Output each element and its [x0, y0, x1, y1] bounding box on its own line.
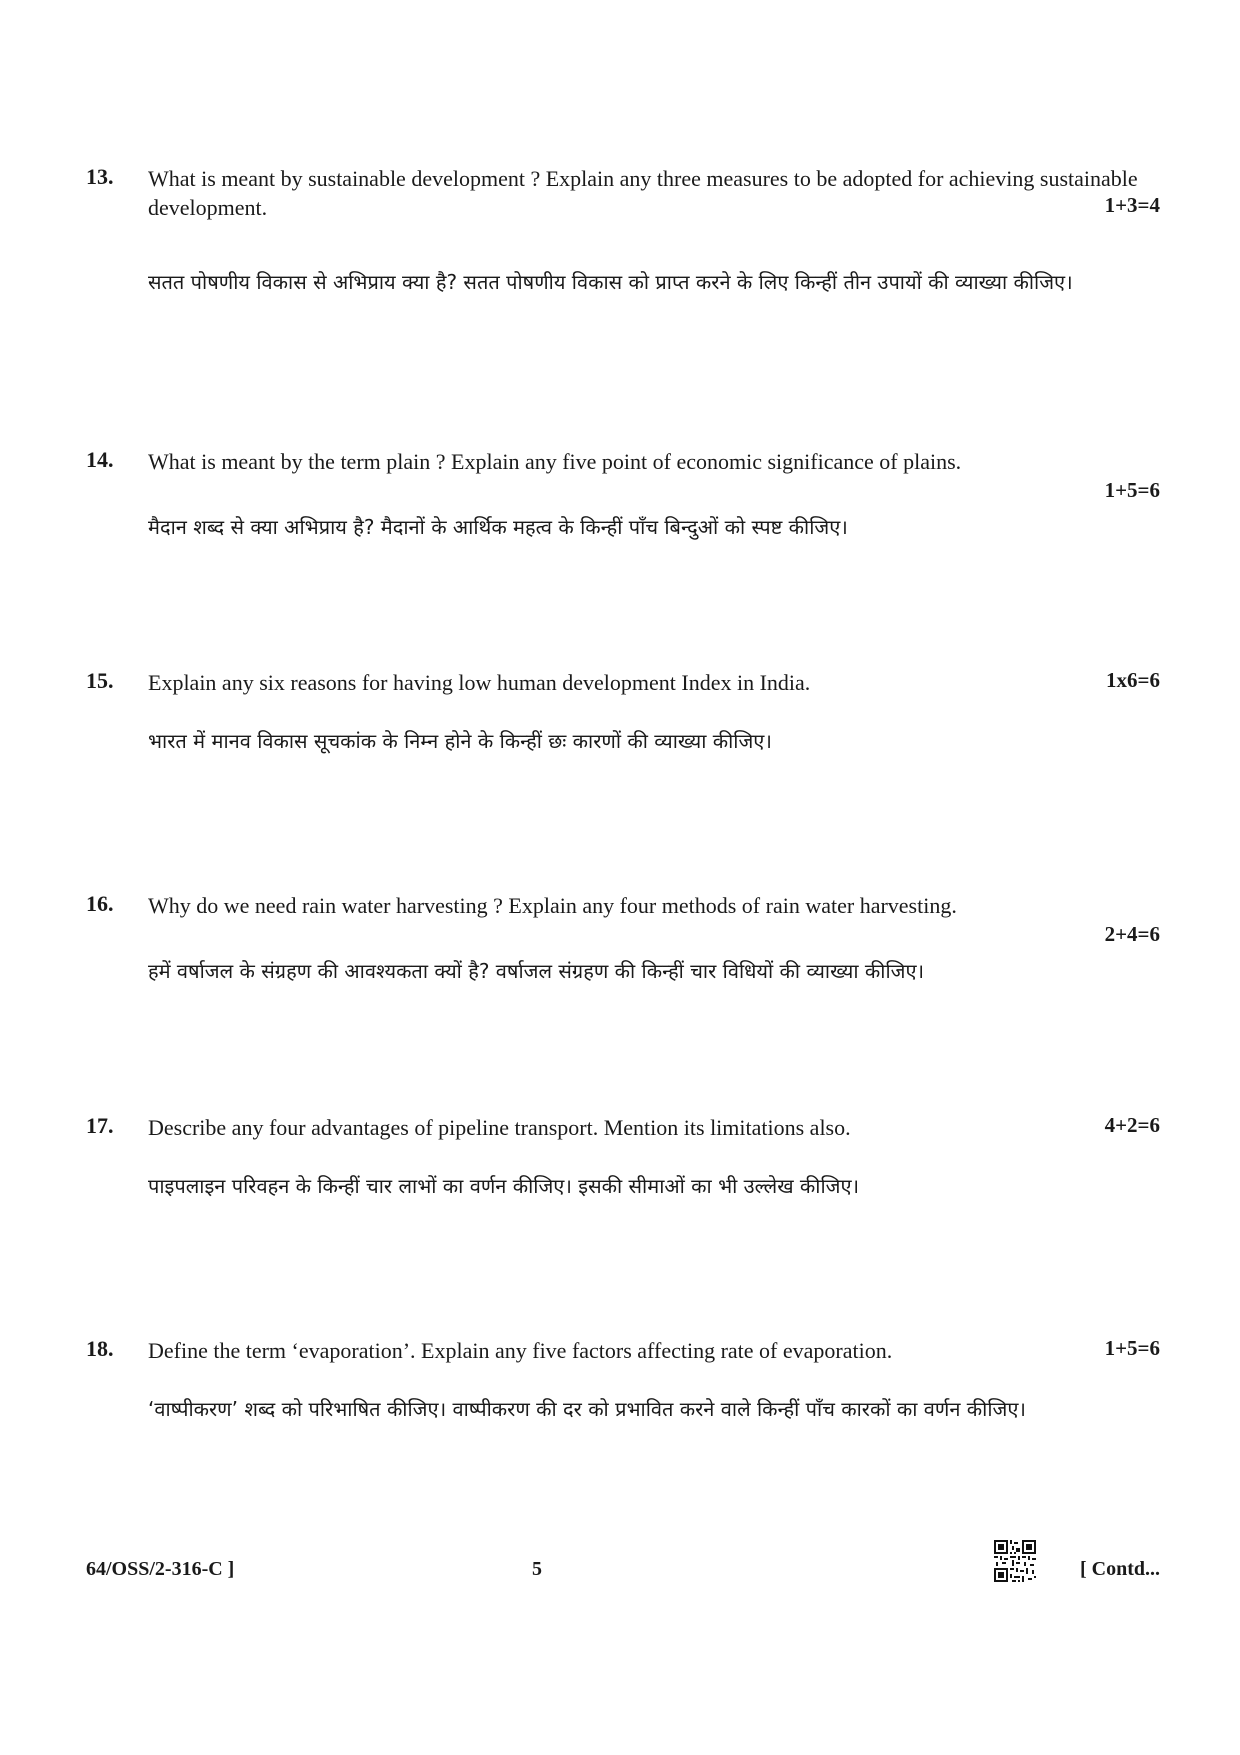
question-marks: 4+2=6	[1104, 1113, 1160, 1137]
continued-label: [ Contd...	[1079, 1558, 1160, 1580]
question-number: 18.	[86, 1336, 114, 1361]
question-body	[148, 447, 1160, 545]
question-number: 16.	[86, 891, 114, 916]
question-marks: 1x6=6	[1106, 668, 1160, 692]
question-text-hindi: ‘वाष्पीकरण’ शब्द को परिभाषित कीजिए। वाष्पीकरण की दर को प्रभावित करने वाले किन्हीं पाँच कारकों का वर्णन कीजिए।	[148, 1397, 1027, 1421]
question-body	[148, 668, 1160, 759]
question-number: 15.	[86, 668, 114, 693]
question-body	[148, 164, 1160, 300]
question-text-english	[148, 164, 1160, 222]
question-marks: 1+3=4	[1104, 193, 1160, 217]
question-marks: 1+5=6	[1104, 478, 1160, 502]
question-text-hindi: भारत में मानव विकास सूचकांक के निम्न होने के किन्हीं छः कारणों की व्याख्या कीजिए।	[148, 729, 772, 753]
question-number: 13.	[86, 164, 114, 189]
question-marks: 1+5=6	[1104, 1336, 1160, 1360]
question-text-hindi: सतत पोषणीय विकास से अभिप्राय क्या है? सतत पोषणीय विकास को प्राप्त करने के लिए किन्हीं तीन उपायों की व्याख्या कीजिए।	[148, 270, 1073, 294]
paper-code: 64/OSS/2-316-C ]	[86, 1558, 235, 1580]
question-text-hindi: पाइपलाइन परिवहन के किन्हीं चार लाभों का वर्णन कीजिए। इसकी सीमाओं का भी उल्लेख कीजिए।	[148, 1174, 860, 1198]
page-number: 5	[532, 1558, 542, 1580]
question-text-english: Describe any four advantages of pipeline transport. Mention its limitations also.	[148, 1115, 851, 1140]
qr-code-icon	[994, 1540, 1036, 1582]
question-text: What is meant by sustainable development ? Explain any three measures to be adopted for achieving sustainable development.	[148, 166, 1138, 220]
question-text-english: Explain any six reasons for having low human development Index in India.	[148, 670, 811, 695]
question-text-hindi: हमें वर्षाजल के संग्रहण की आवश्यकता क्यों है? वर्षाजल संग्रहण की किन्हीं चार विधियों की व्याख्या कीजिए।	[148, 959, 925, 983]
question-text-english: Why do we need rain water harvesting ? Explain any four methods of rain water harvesting.	[148, 893, 957, 918]
question-text-english: Define the term ‘evaporation’. Explain any five factors affecting rate of evaporation.	[148, 1338, 893, 1363]
question-body	[148, 1336, 1160, 1427]
question-number: 14.	[86, 447, 114, 472]
page-footer	[86, 1540, 1160, 1600]
question-body	[148, 1113, 1160, 1204]
question-number: 17.	[86, 1113, 114, 1138]
question-text-hindi: मैदान शब्द से क्या अभिप्राय है? मैदानों के आर्थिक महत्व के किन्हीं पाँच बिन्दुओं को स्पष्ट कीजिए।	[148, 515, 848, 539]
question-text-english: What is meant by the term plain ? Explain any five point of economic significance of plains.	[148, 449, 962, 474]
question-body	[148, 891, 1160, 989]
question-marks: 2+4=6	[1104, 922, 1160, 946]
